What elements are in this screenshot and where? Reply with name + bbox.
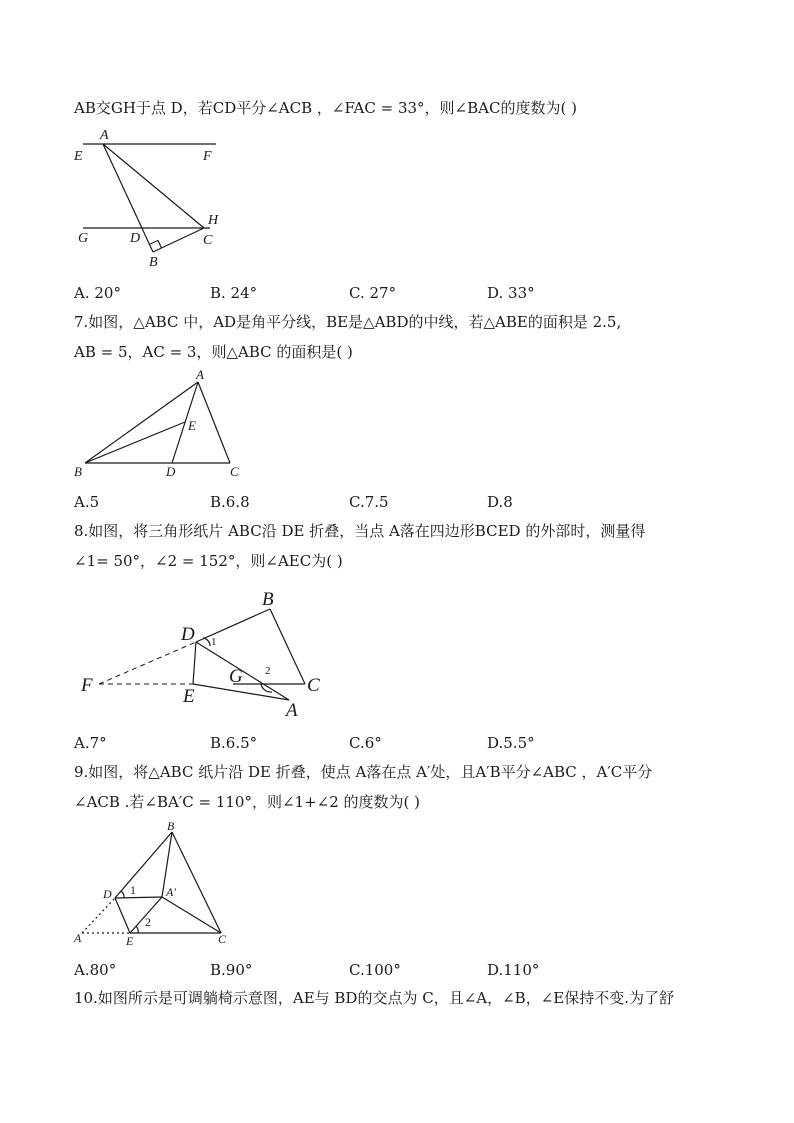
q7-option-a[interactable]: A.5 bbox=[74, 493, 100, 511]
label-c: C bbox=[307, 675, 320, 696]
q7-option-c[interactable]: C.7.5 bbox=[349, 493, 389, 511]
segment-bc bbox=[153, 228, 204, 252]
label-f: F bbox=[203, 149, 212, 164]
label-c: C bbox=[203, 233, 213, 248]
label-b: B bbox=[74, 464, 82, 479]
q7-stem-line2: AB = 5，AC = 3，则△ABC 的面积是( ) bbox=[74, 343, 353, 361]
label-g: G bbox=[78, 231, 89, 246]
q6-option-a[interactable]: A. 20° bbox=[74, 284, 121, 302]
angle-1-arc bbox=[121, 891, 124, 898]
q6-option-c[interactable]: C. 27° bbox=[349, 284, 397, 302]
segment-da-prime bbox=[115, 897, 162, 898]
q9-figure bbox=[70, 818, 240, 948]
q6-stem-line1: AB交GH于点 D，若CD平分∠ACB ，∠FAC = 33°，则∠BAC的度数为( ) bbox=[74, 99, 577, 117]
segment-ab bbox=[103, 144, 153, 252]
segment-de bbox=[193, 642, 196, 684]
label-d: D bbox=[130, 231, 141, 246]
q9-option-a[interactable]: A.80° bbox=[74, 961, 117, 979]
label-angle-1: 1 bbox=[130, 883, 136, 897]
label-d: D bbox=[181, 624, 195, 645]
dotted-ad bbox=[82, 898, 115, 933]
label-b: B bbox=[262, 589, 274, 610]
label-d: D bbox=[103, 887, 112, 901]
label-a: A bbox=[286, 700, 298, 721]
q7-stem-line1: 7.如图，△ABC 中，AD是角平分线，BE是△ABD的中线，若△ABE的面积是 2.5, bbox=[74, 313, 622, 331]
q9-stem-line1: 9.如图，将△ABC 纸片沿 DE 折叠，使点 A落在点 A′处，且A′B平分∠ABC ，A′C平分 bbox=[74, 763, 653, 781]
label-angle-1: 1 bbox=[211, 636, 217, 648]
q9-option-d[interactable]: D.110° bbox=[487, 961, 540, 979]
segment-de bbox=[115, 898, 130, 933]
q8-option-a[interactable]: A.7° bbox=[74, 734, 107, 752]
angle-1-arc bbox=[203, 638, 210, 646]
label-c: C bbox=[230, 464, 239, 479]
segment-ac bbox=[103, 144, 204, 228]
q7-figure bbox=[70, 367, 250, 482]
label-e: E bbox=[74, 149, 83, 164]
label-e: E bbox=[183, 686, 195, 707]
label-angle-2: 2 bbox=[145, 915, 151, 929]
segment-db bbox=[196, 609, 270, 642]
label-h: H bbox=[208, 213, 219, 228]
angle-2-arc bbox=[136, 926, 138, 933]
label-b: B bbox=[149, 255, 158, 270]
q8-stem-line1: 8.如图，将三角形纸片 ABC沿 DE 折叠，当点 A落在四边形BCED 的外部时，测量得 bbox=[74, 522, 646, 540]
q8-option-d[interactable]: D.5.5° bbox=[487, 734, 535, 752]
q8-option-b[interactable]: B.6.5° bbox=[210, 734, 258, 752]
label-b: B bbox=[167, 819, 175, 833]
label-a: A bbox=[196, 367, 204, 382]
label-a: A bbox=[74, 931, 82, 945]
label-g: G bbox=[229, 666, 243, 687]
q8-stem-line2: ∠1= 50°，∠2 = 152°，则∠AEC为( ) bbox=[74, 552, 343, 570]
q8-figure bbox=[75, 585, 335, 725]
label-a: A bbox=[100, 128, 109, 143]
segment-ba bbox=[85, 382, 198, 463]
label-angle-2: 2 bbox=[265, 665, 271, 677]
segment-bc bbox=[270, 609, 305, 684]
q9-stem-line2: ∠ACB .若∠BA′C = 110°，则∠1+∠2 的度数为( ) bbox=[74, 793, 421, 811]
q7-option-b[interactable]: B.6.8 bbox=[210, 493, 250, 511]
right-angle-mark bbox=[150, 241, 162, 249]
label-a-prime: A′ bbox=[166, 885, 176, 899]
label-e: E bbox=[188, 418, 196, 433]
q6-figure bbox=[70, 124, 240, 270]
q10-stem-line1: 10.如图所示是可调躺椅示意图，AE与 BD的交点为 C，且∠A，∠B，∠E保持不变.为了舒 bbox=[74, 989, 674, 1007]
label-c: C bbox=[218, 932, 227, 946]
q6-option-b[interactable]: B. 24° bbox=[210, 284, 258, 302]
label-d: D bbox=[166, 464, 176, 479]
q8-option-c[interactable]: C.6° bbox=[349, 734, 382, 752]
q7-option-d[interactable]: D.8 bbox=[487, 493, 513, 511]
label-f: F bbox=[81, 675, 93, 696]
q9-option-b[interactable]: B.90° bbox=[210, 961, 253, 979]
label-e: E bbox=[126, 934, 134, 948]
segment-be bbox=[85, 422, 185, 463]
q6-option-d[interactable]: D. 33° bbox=[487, 284, 535, 302]
segment-ac bbox=[198, 382, 230, 463]
dashed-fd bbox=[99, 642, 196, 684]
q9-option-c[interactable]: C.100° bbox=[349, 961, 401, 979]
